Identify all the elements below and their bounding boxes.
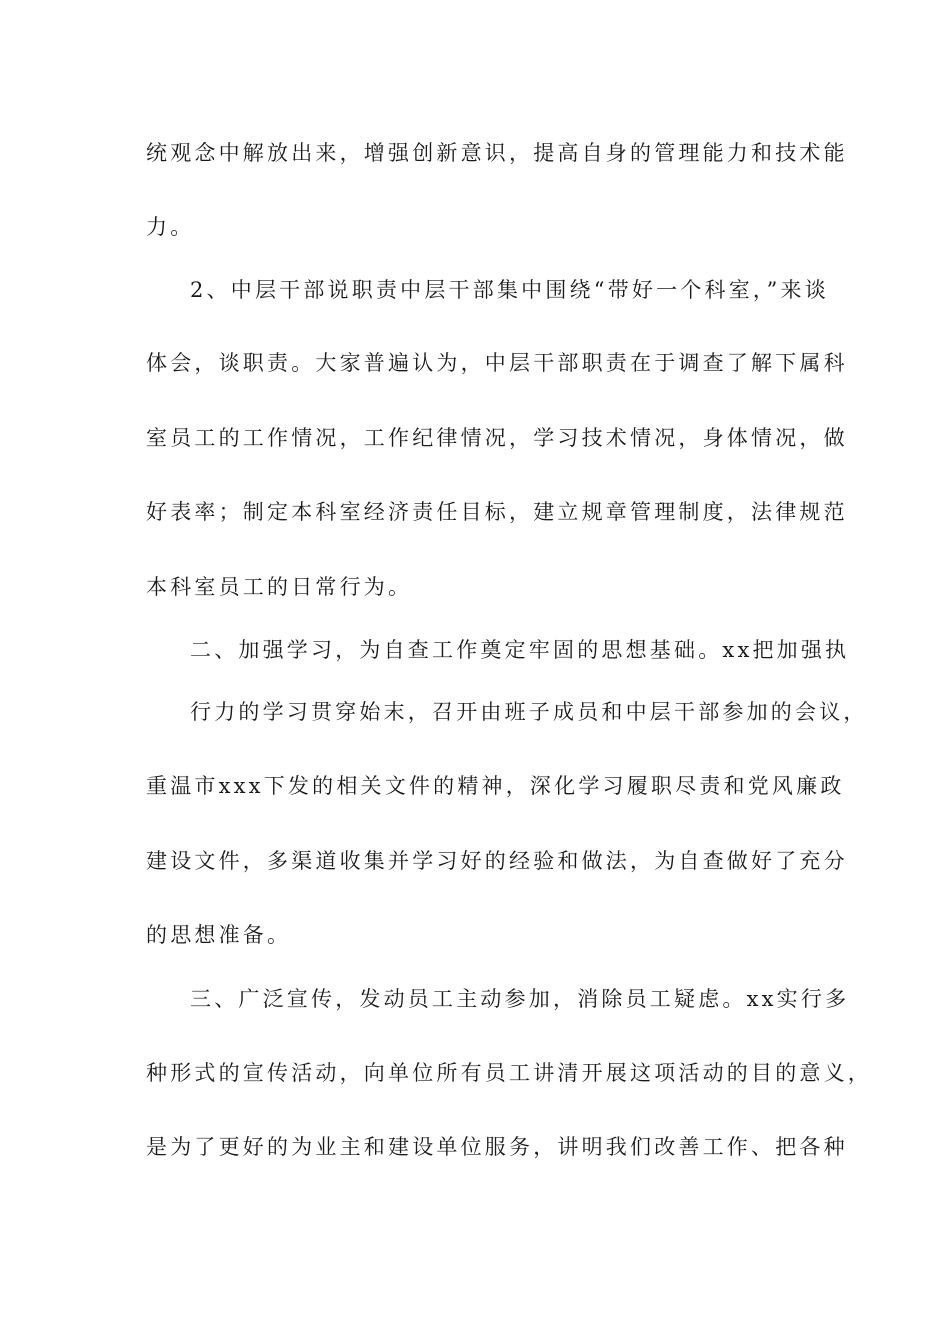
text-line: 重温市xxx下发的相关文件的精神，深化学习履职尽责和党风廉政: [146, 774, 845, 798]
text-line: 力。: [146, 215, 195, 239]
text-line: 是为了更好的为业主和建设单位服务，讲明我们改善工作、把各种: [146, 1135, 848, 1159]
text-line: 室员工的工作情况，工作纪律情况，学习技术情况，身体情况，做: [146, 426, 848, 450]
text-line: 体会，谈职责。大家普遍认为，中层干部职责在于调查了解下属科: [146, 351, 848, 375]
text-line: 本科室员工的日常行为。: [146, 575, 413, 599]
paragraph-start-line: 2、中层干部说职责中层干部集中围绕“带好一个科室，”来谈: [190, 278, 829, 302]
text-line: 的思想准备。: [146, 923, 292, 947]
text-line: 建设文件，多渠道收集并学习好的经验和做法，为自查做好了充分: [146, 849, 848, 873]
text-line: 种形式的宣传活动，向单位所有员工讲清开展这项活动的目的意义，: [146, 1061, 872, 1085]
paragraph-start-line: 二、加强学习，为自查工作奠定牢固的思想基础。xx把加强执: [190, 638, 850, 662]
text-line: 统观念中解放出来，增强创新意识，提高自身的管理能力和技术能: [146, 141, 848, 165]
paragraph-start-line: 三、广泛宣传，发动员工主动参加，消除员工疑虑。xx实行多: [190, 987, 850, 1011]
text-line: 好表率；制定本科室经济责任目标，建立规章管理制度，法律规范: [146, 500, 848, 524]
text-line: 行力的学习贯穿始末，召开由班子成员和中层干部参加的会议，: [190, 700, 868, 724]
